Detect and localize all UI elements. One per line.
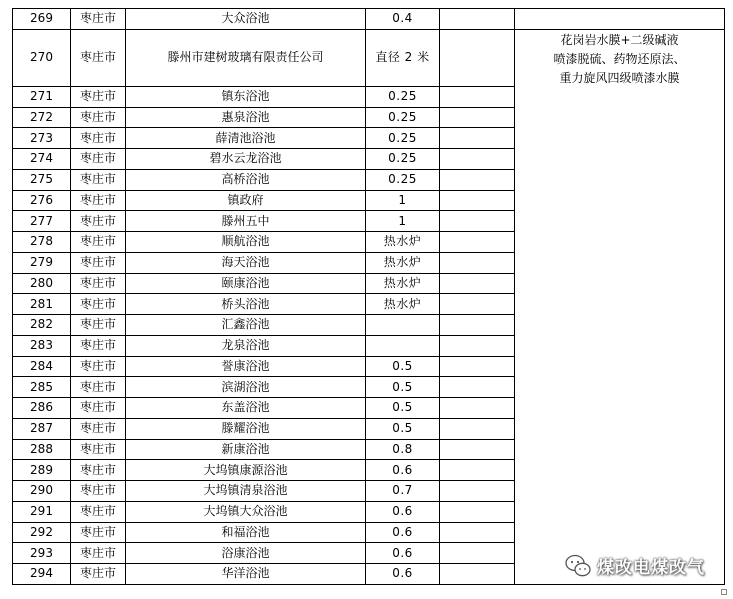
row-number: 272 — [13, 107, 71, 128]
row-number: 269 — [13, 9, 71, 30]
capacity-cell: 热水炉 — [366, 232, 440, 253]
city-cell: 枣庄市 — [71, 107, 126, 128]
row-number: 278 — [13, 232, 71, 253]
capacity-cell: 0.5 — [366, 377, 440, 398]
company-name-cell: 高桥浴池 — [126, 169, 366, 190]
empty-cell — [440, 439, 515, 460]
capacity-cell: 1 — [366, 211, 440, 232]
city-cell: 枣庄市 — [71, 232, 126, 253]
city-cell: 枣庄市 — [71, 564, 126, 585]
company-name-cell: 滕州市建树玻璃有限责任公司 — [126, 29, 366, 86]
capacity-cell: 0.6 — [366, 460, 440, 481]
empty-cell — [440, 418, 515, 439]
process-line: 喷漆脱硫、药物还原法、 — [553, 51, 686, 66]
watermark-text: 煤改电煤改气 — [597, 558, 705, 578]
emission-table — [12, 8, 725, 585]
city-cell: 枣庄市 — [71, 190, 126, 211]
watermark — [565, 553, 705, 578]
capacity-cell: 0.25 — [366, 169, 440, 190]
row-number: 279 — [13, 252, 71, 273]
company-name-cell: 镇政府 — [126, 190, 366, 211]
city-cell: 枣庄市 — [71, 501, 126, 522]
city-cell: 枣庄市 — [71, 294, 126, 315]
empty-cell — [515, 9, 725, 30]
city-cell: 枣庄市 — [71, 252, 126, 273]
city-cell: 枣庄市 — [71, 481, 126, 502]
company-name-cell: 滕州五中 — [126, 211, 366, 232]
row-number: 271 — [13, 86, 71, 107]
capacity-cell — [366, 315, 440, 336]
company-name-cell: 新康浴池 — [126, 439, 366, 460]
city-cell: 枣庄市 — [71, 543, 126, 564]
empty-cell — [440, 9, 515, 30]
capacity-cell: 0.4 — [366, 9, 440, 30]
city-cell: 枣庄市 — [71, 86, 126, 107]
city-cell: 枣庄市 — [71, 377, 126, 398]
city-cell: 枣庄市 — [71, 398, 126, 419]
capacity-cell: 0.25 — [366, 86, 440, 107]
city-cell: 枣庄市 — [71, 315, 126, 336]
empty-cell — [440, 315, 515, 336]
company-name-cell: 大坞镇康源浴池 — [126, 460, 366, 481]
empty-cell — [440, 149, 515, 170]
empty-cell — [440, 29, 515, 86]
city-cell: 枣庄市 — [71, 356, 126, 377]
capacity-cell: 0.25 — [366, 128, 440, 149]
row-number: 276 — [13, 190, 71, 211]
empty-cell — [440, 107, 515, 128]
capacity-cell — [366, 335, 440, 356]
resize-corner — [721, 589, 727, 595]
city-cell: 枣庄市 — [71, 128, 126, 149]
row-number: 273 — [13, 128, 71, 149]
empty-cell — [440, 190, 515, 211]
company-name-cell: 滨湖浴池 — [126, 377, 366, 398]
process-line: 重力旋风四级喷漆水膜 — [559, 70, 680, 85]
capacity-cell: 1 — [366, 190, 440, 211]
row-number: 282 — [13, 315, 71, 336]
row-number: 274 — [13, 149, 71, 170]
city-cell: 枣庄市 — [71, 273, 126, 294]
empty-cell — [440, 232, 515, 253]
empty-cell — [440, 377, 515, 398]
city-cell: 枣庄市 — [71, 211, 126, 232]
capacity-cell: 0.25 — [366, 107, 440, 128]
row-number: 286 — [13, 398, 71, 419]
row-number: 281 — [13, 294, 71, 315]
capacity-cell: 热水炉 — [366, 294, 440, 315]
company-name-cell: 薛清池浴池 — [126, 128, 366, 149]
row-number: 285 — [13, 377, 71, 398]
city-cell: 枣庄市 — [71, 418, 126, 439]
company-name-cell: 碧水云龙浴池 — [126, 149, 366, 170]
row-number: 275 — [13, 169, 71, 190]
treatment-process-cell — [515, 29, 725, 584]
city-cell: 枣庄市 — [71, 9, 126, 30]
empty-cell — [440, 501, 515, 522]
company-name-cell: 汇鑫浴池 — [126, 315, 366, 336]
city-cell: 枣庄市 — [71, 439, 126, 460]
company-name-cell: 滕耀浴池 — [126, 418, 366, 439]
empty-cell — [440, 564, 515, 585]
empty-cell — [440, 335, 515, 356]
company-name-cell: 和福浴池 — [126, 522, 366, 543]
row-number: 270 — [13, 29, 71, 86]
row-number: 290 — [13, 481, 71, 502]
capacity-cell: 0.5 — [366, 398, 440, 419]
capacity-cell: 0.6 — [366, 522, 440, 543]
process-line: 花岗岩水膜+二级碱液 — [560, 32, 679, 47]
company-name-cell: 大众浴池 — [126, 9, 366, 30]
empty-cell — [440, 86, 515, 107]
company-name-cell: 顺航浴池 — [126, 232, 366, 253]
empty-cell — [440, 543, 515, 564]
row-number: 277 — [13, 211, 71, 232]
company-name-cell: 浴康浴池 — [126, 543, 366, 564]
company-name-cell: 桥头浴池 — [126, 294, 366, 315]
row-number: 287 — [13, 418, 71, 439]
empty-cell — [440, 398, 515, 419]
empty-cell — [440, 460, 515, 481]
row-number: 293 — [13, 543, 71, 564]
capacity-cell: 0.7 — [366, 481, 440, 502]
row-number: 288 — [13, 439, 71, 460]
table-row — [13, 29, 725, 86]
capacity-cell: 直径 2 米 — [366, 29, 440, 86]
row-number: 280 — [13, 273, 71, 294]
empty-cell — [440, 522, 515, 543]
empty-cell — [440, 252, 515, 273]
empty-cell — [440, 481, 515, 502]
city-cell: 枣庄市 — [71, 460, 126, 481]
company-name-cell: 镇东浴池 — [126, 86, 366, 107]
capacity-cell: 0.6 — [366, 564, 440, 585]
capacity-cell: 0.8 — [366, 439, 440, 460]
empty-cell — [440, 169, 515, 190]
capacity-cell: 热水炉 — [366, 273, 440, 294]
row-number: 294 — [13, 564, 71, 585]
company-name-cell: 龙泉浴池 — [126, 335, 366, 356]
capacity-cell: 0.6 — [366, 501, 440, 522]
city-cell: 枣庄市 — [71, 149, 126, 170]
table-row — [13, 9, 725, 30]
capacity-cell: 0.5 — [366, 418, 440, 439]
row-number: 289 — [13, 460, 71, 481]
row-number: 292 — [13, 522, 71, 543]
company-name-cell: 惠泉浴池 — [126, 107, 366, 128]
empty-cell — [440, 211, 515, 232]
row-number: 283 — [13, 335, 71, 356]
company-name-cell: 誉康浴池 — [126, 356, 366, 377]
city-cell: 枣庄市 — [71, 169, 126, 190]
city-cell: 枣庄市 — [71, 335, 126, 356]
capacity-cell: 0.6 — [366, 543, 440, 564]
company-name-cell: 大坞镇大众浴池 — [126, 501, 366, 522]
capacity-cell: 0.5 — [366, 356, 440, 377]
wechat-icon — [565, 554, 591, 578]
capacity-cell: 热水炉 — [366, 252, 440, 273]
company-name-cell: 东盖浴池 — [126, 398, 366, 419]
company-name-cell: 海天浴池 — [126, 252, 366, 273]
company-name-cell: 大坞镇清泉浴池 — [126, 481, 366, 502]
empty-cell — [440, 294, 515, 315]
company-name-cell: 颐康浴池 — [126, 273, 366, 294]
city-cell: 枣庄市 — [71, 522, 126, 543]
capacity-cell: 0.25 — [366, 149, 440, 170]
row-number: 291 — [13, 501, 71, 522]
empty-cell — [440, 128, 515, 149]
empty-cell — [440, 356, 515, 377]
company-name-cell: 华洋浴池 — [126, 564, 366, 585]
empty-cell — [440, 273, 515, 294]
row-number: 284 — [13, 356, 71, 377]
city-cell: 枣庄市 — [71, 29, 126, 86]
